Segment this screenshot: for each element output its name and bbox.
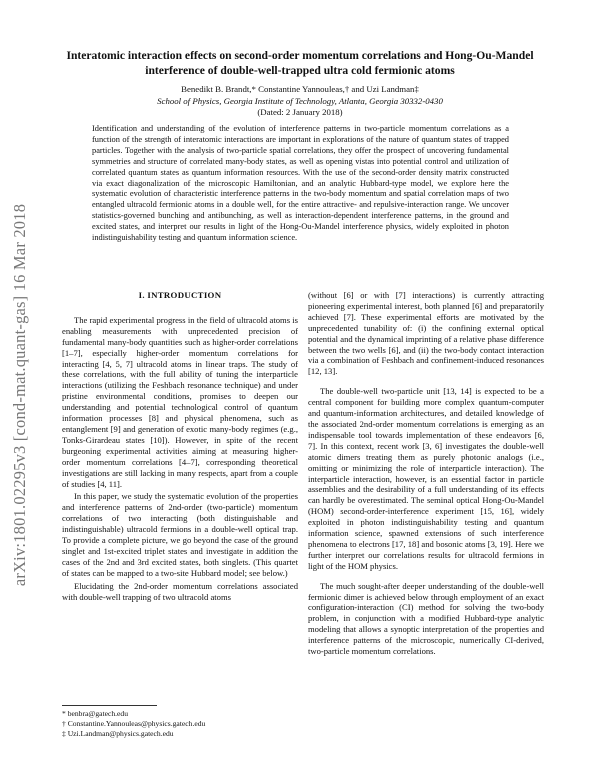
author-list: Benedikt B. Brandt,* Constantine Yannouleas,† and Uzi Landman‡: [181, 84, 419, 94]
right-column: [308, 290, 544, 657]
date-line: (Dated: 2 January 2018): [257, 107, 343, 117]
abstract: Identification and understanding of the evolution of interference patterns in two-particle momentum correlations as a function of the strength of interatomic interactions are important in explorations of the nature of quantum states of trapped particles. Together with the analysis of two-particle spatial correlations, they offer the prospect of uncovering fundamental symmetries and structure of correlated many-body states, as well as opening vistas into potential control and utilization of correlated quantum states as quantum information resources. With the use of the second-order density matrix constructed via exact diagonalization of the microscopic Hamiltonian, and an analytic Hubbard-type model, we explore here the systematic evolution of characteristic interference patterns in the two-body momentum and spatial correlation maps of two entangled ultracold fermionic atoms in a double well, for the entire attractive- and repulsive-interaction range. We uncover statistics-governed bunching and antibunching, as well as interaction-dependent interference patterns, in the ground and excited states, and interpret our results in light of the Hong-Ou-Mandel interference physics, widely exploited in photon indistinguishability testing and quantum information science.: [92, 124, 509, 243]
paragraph: (without [6] or with [7] interactions) is currently attracting pioneering experimental interest, both planned [6] and preparatorily achieved [7]. These experimental efforts are motivated by the unprecedented tunability of: (i) the confining external optical potential and the dynamical imprinting of a relative phase difference between the two wells [6], and (ii) the two-body contact interaction via a combination of Feshbach and confinement-induced resonances [12, 13].: [308, 290, 544, 377]
footnote-email-yannouleas: † Constantine.Yannouleas@physics.gatech.edu: [62, 719, 206, 728]
arxiv-identifier-banner: [6, 185, 34, 605]
paragraph: The rapid experimental progress in the field of ultracold atoms is enabling measurements with unprecedented precision of fundamental many-body quantities such as higher-order correlations [1–7], especially higher-order momentum correlations for interacting [4, 5, 7] ultracold atoms in linear traps. The study of these correlations, with the full ability of tuning the interparticle interactions (utilizing the Feshbach resonance technique) and under pristine environmental conditions, promises to deepen our understanding and potential technological control of quantum information processes [8] and physical phenomena, such as entanglement [9] and generation of exotic many-body regimes (e.g., Tonks-Girardeau states [10]). However, in spite of the recent burgeoning experimental activities aiming at measuring higher-order momentum correlations [4–7], corresponding theoretical investigations are still lacking in many respects, apart from a couple of studies [4, 11].: [62, 314, 298, 489]
footnotes: [62, 709, 298, 739]
paper-title: Interatomic interaction effects on second-order momentum correlations and Hong-Ou-Mandel interference of double-well-trapped ultra cold fermionic atoms: [66, 49, 534, 77]
paragraph: The much sought-after deeper understanding of the double-well fermionic dimer is achieved below through employment of an exact configuration-interaction (CI) method for solving the two-body problem, in conjunction with a modified Hubbard-type analytic modeling that allows a synoptic interpretation of the properties and interference patterns of the microscopic, numerically CI-derived, two-particle momentum correlations.: [308, 580, 544, 657]
section-heading: I. INTRODUCTION: [138, 290, 222, 300]
footnote-divider: [62, 705, 157, 706]
affiliation: School of Physics, Georgia Institute of Technology, Atlanta, Georgia 30332-0430: [157, 96, 443, 106]
paragraph: Elucidating the 2nd-order momentum correlations associated with double-well trapping of two ultracold atoms: [62, 580, 298, 602]
left-column: [62, 290, 298, 602]
footnote-email-landman: ‡ Uzi.Landman@physics.gatech.edu: [62, 729, 174, 738]
paragraph: The double-well two-particle unit [13, 14] is expected to be a central component for building more complex quantum-computer and quantum-information architectures, and detailed knowledge of the associated 2nd-order momentum correlations is emerging as an indispensable tool towards implementation of these endeavors [6, 7]. In this context, recent work [3, 6] investigates the double-well atomic dimers treating them as purely photonic analogs (i.e., omitting or minimizing the role of interparticle interaction). The interparticle interaction, however, is an essential factor in particle assemblies and the desirability of a full understanding of its effects can hardly be overestimated. The seminal optical Hong-Ou-Mandel (HOM) second-order-interference experiment [15, 16], widely exploited in photon indistinguishability testing and quantum information science, spawned extensions of such interference phenomena to electrons [17, 18] and bosonic atoms [3, 19]. Here we further interpret our correlations results for ultracold fermions in light of the HOM physics.: [308, 386, 544, 571]
footnote-email-brandt: * benbra@gatech.edu: [62, 709, 129, 718]
arxiv-id-text: arXiv:1801.02295v3 [cond-mat.quant-gas] 16 Mar 2018: [10, 203, 29, 587]
paragraph: In this paper, we study the systematic evolution of the properties and interference patterns of 2nd-order (two-particle) momentum correlations of two interacting (both distinguishable and indistinguishable) ultracold fermions in a double-well optical trap. To provide a complete picture, we go beyond the case of the ground singlet and 1st-excited triplet states and investigate in addition the cases of the 2nd and 3rd excited states, both singlets. (This quartet of states can be mapped to a two-site Hubbard model; see below.): [62, 491, 298, 578]
